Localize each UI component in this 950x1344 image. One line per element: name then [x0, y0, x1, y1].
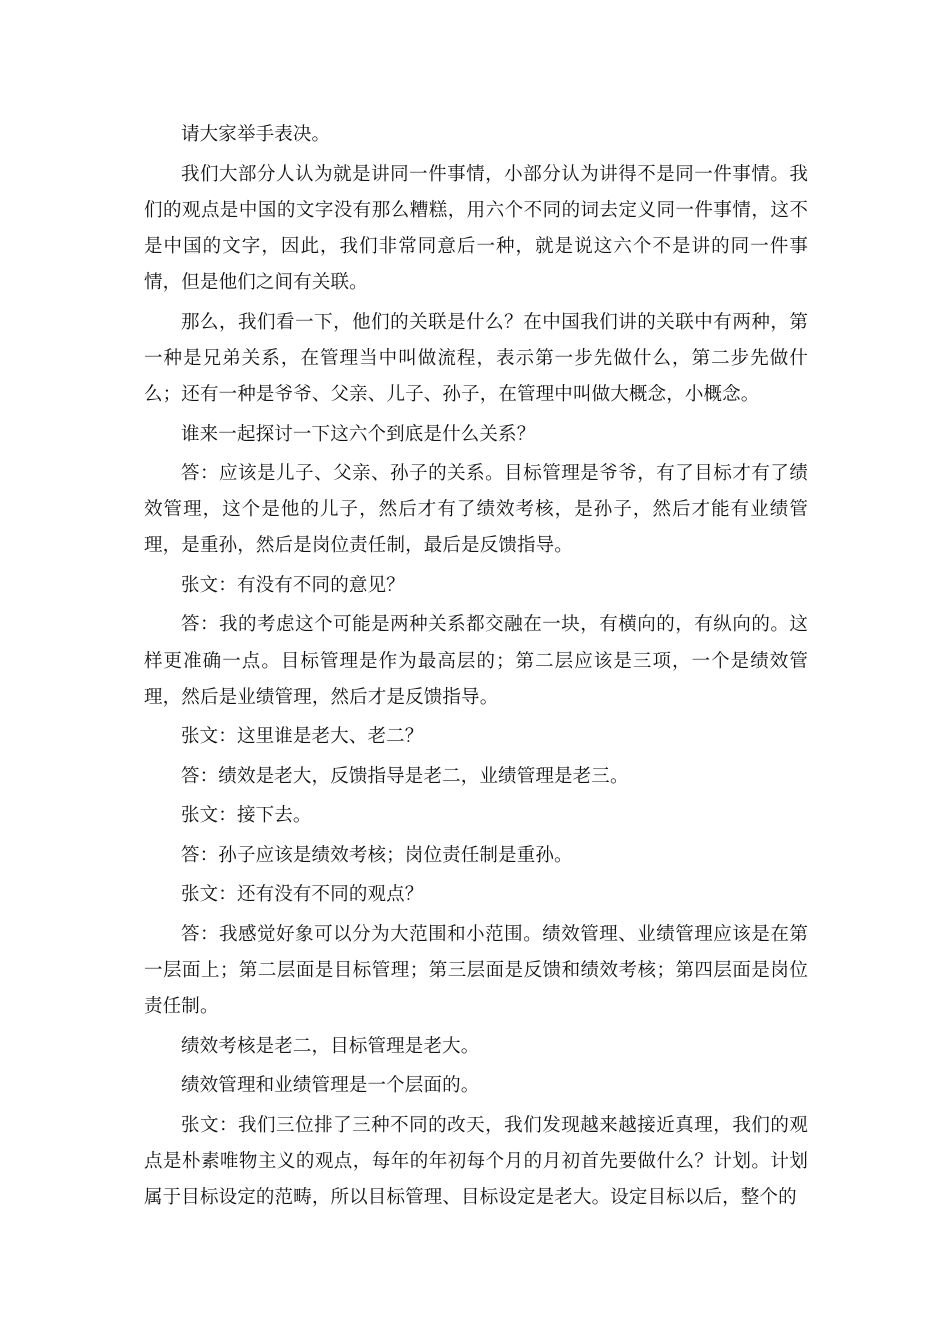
paragraph: 张文：还有没有不同的观点？	[181, 884, 424, 906]
document-body	[144, 117, 808, 1220]
paragraph: 绩效管理和业绩管理是一个层面的。	[181, 1075, 480, 1097]
paragraph: 张文：我们三位排了三种不同的改天，我们发现越来越接近真理，我们的观点是朴素唯物主义的观点，每年的年初每个月的月初首先要做什么？计划。计划属于目标设定的范畴，所以目标管理、目标设定是老大。设定目标以后，整个的	[144, 1114, 808, 1209]
paragraph: 答：孙子应该是绩效考核；岗位责任制是重孙。	[181, 844, 573, 866]
paragraph: 答：应该是儿子、父亲、孙子的关系。目标管理是爷爷，有了目标才有了绩效管理，这个是他的儿子，然后才有了绩效考核，是孙子，然后才能有业绩管理，是重孙，然后是岗位责任制，最后是反馈指导。	[144, 463, 808, 557]
paragraph: 绩效考核是老二，目标管理是老大。	[181, 1035, 480, 1057]
paragraph: 答：绩效是老大，反馈指导是老二，业绩管理是老三。	[181, 765, 629, 787]
paragraph: 张文：这里谁是老大、老二？	[181, 726, 424, 748]
paragraph: 张文：接下去。	[181, 805, 312, 827]
paragraph: 我们大部分人认为就是讲同一件事情，小部分认为讲得不是同一件事情。我们的观点是中国的文字没有那么糟糕，用六个不同的词去定义同一件事情，这不是中国的文字，因此，我们非常同意后一种，就是说这六个不是讲的同一件事情，但是他们之间有关联。	[144, 163, 808, 294]
paragraph: 那么，我们看一下，他们的关联是什么？在中国我们讲的关联中有两种，第一种是兄弟关系，在管理当中叫做流程，表示第一步先做什么，第二步先做什么；还有一种是爷爷、父亲、儿子、孙子，在管理中叫做大概念，小概念。	[144, 311, 808, 406]
paragraph: 张文：有没有不同的意见？	[181, 574, 405, 596]
paragraph: 答：我感觉好象可以分为大范围和小范围。绩效管理、业绩管理应该是在第一层面上；第二层面是目标管理；第三层面是反馈和绩效考核；第四层面是岗位责任制。	[144, 923, 808, 1018]
paragraph: 答：我的考虑这个可能是两种关系都交融在一块，有横向的，有纵向的。这样更准确一点。目标管理是作为最高层的；第二层应该是三项，一个是绩效管理，然后是业绩管理，然后才是反馈指导。	[144, 614, 808, 708]
paragraph: 谁来一起探讨一下这六个到底是什么关系？	[181, 423, 536, 445]
paragraph: 请大家举手表决。	[181, 124, 331, 145]
